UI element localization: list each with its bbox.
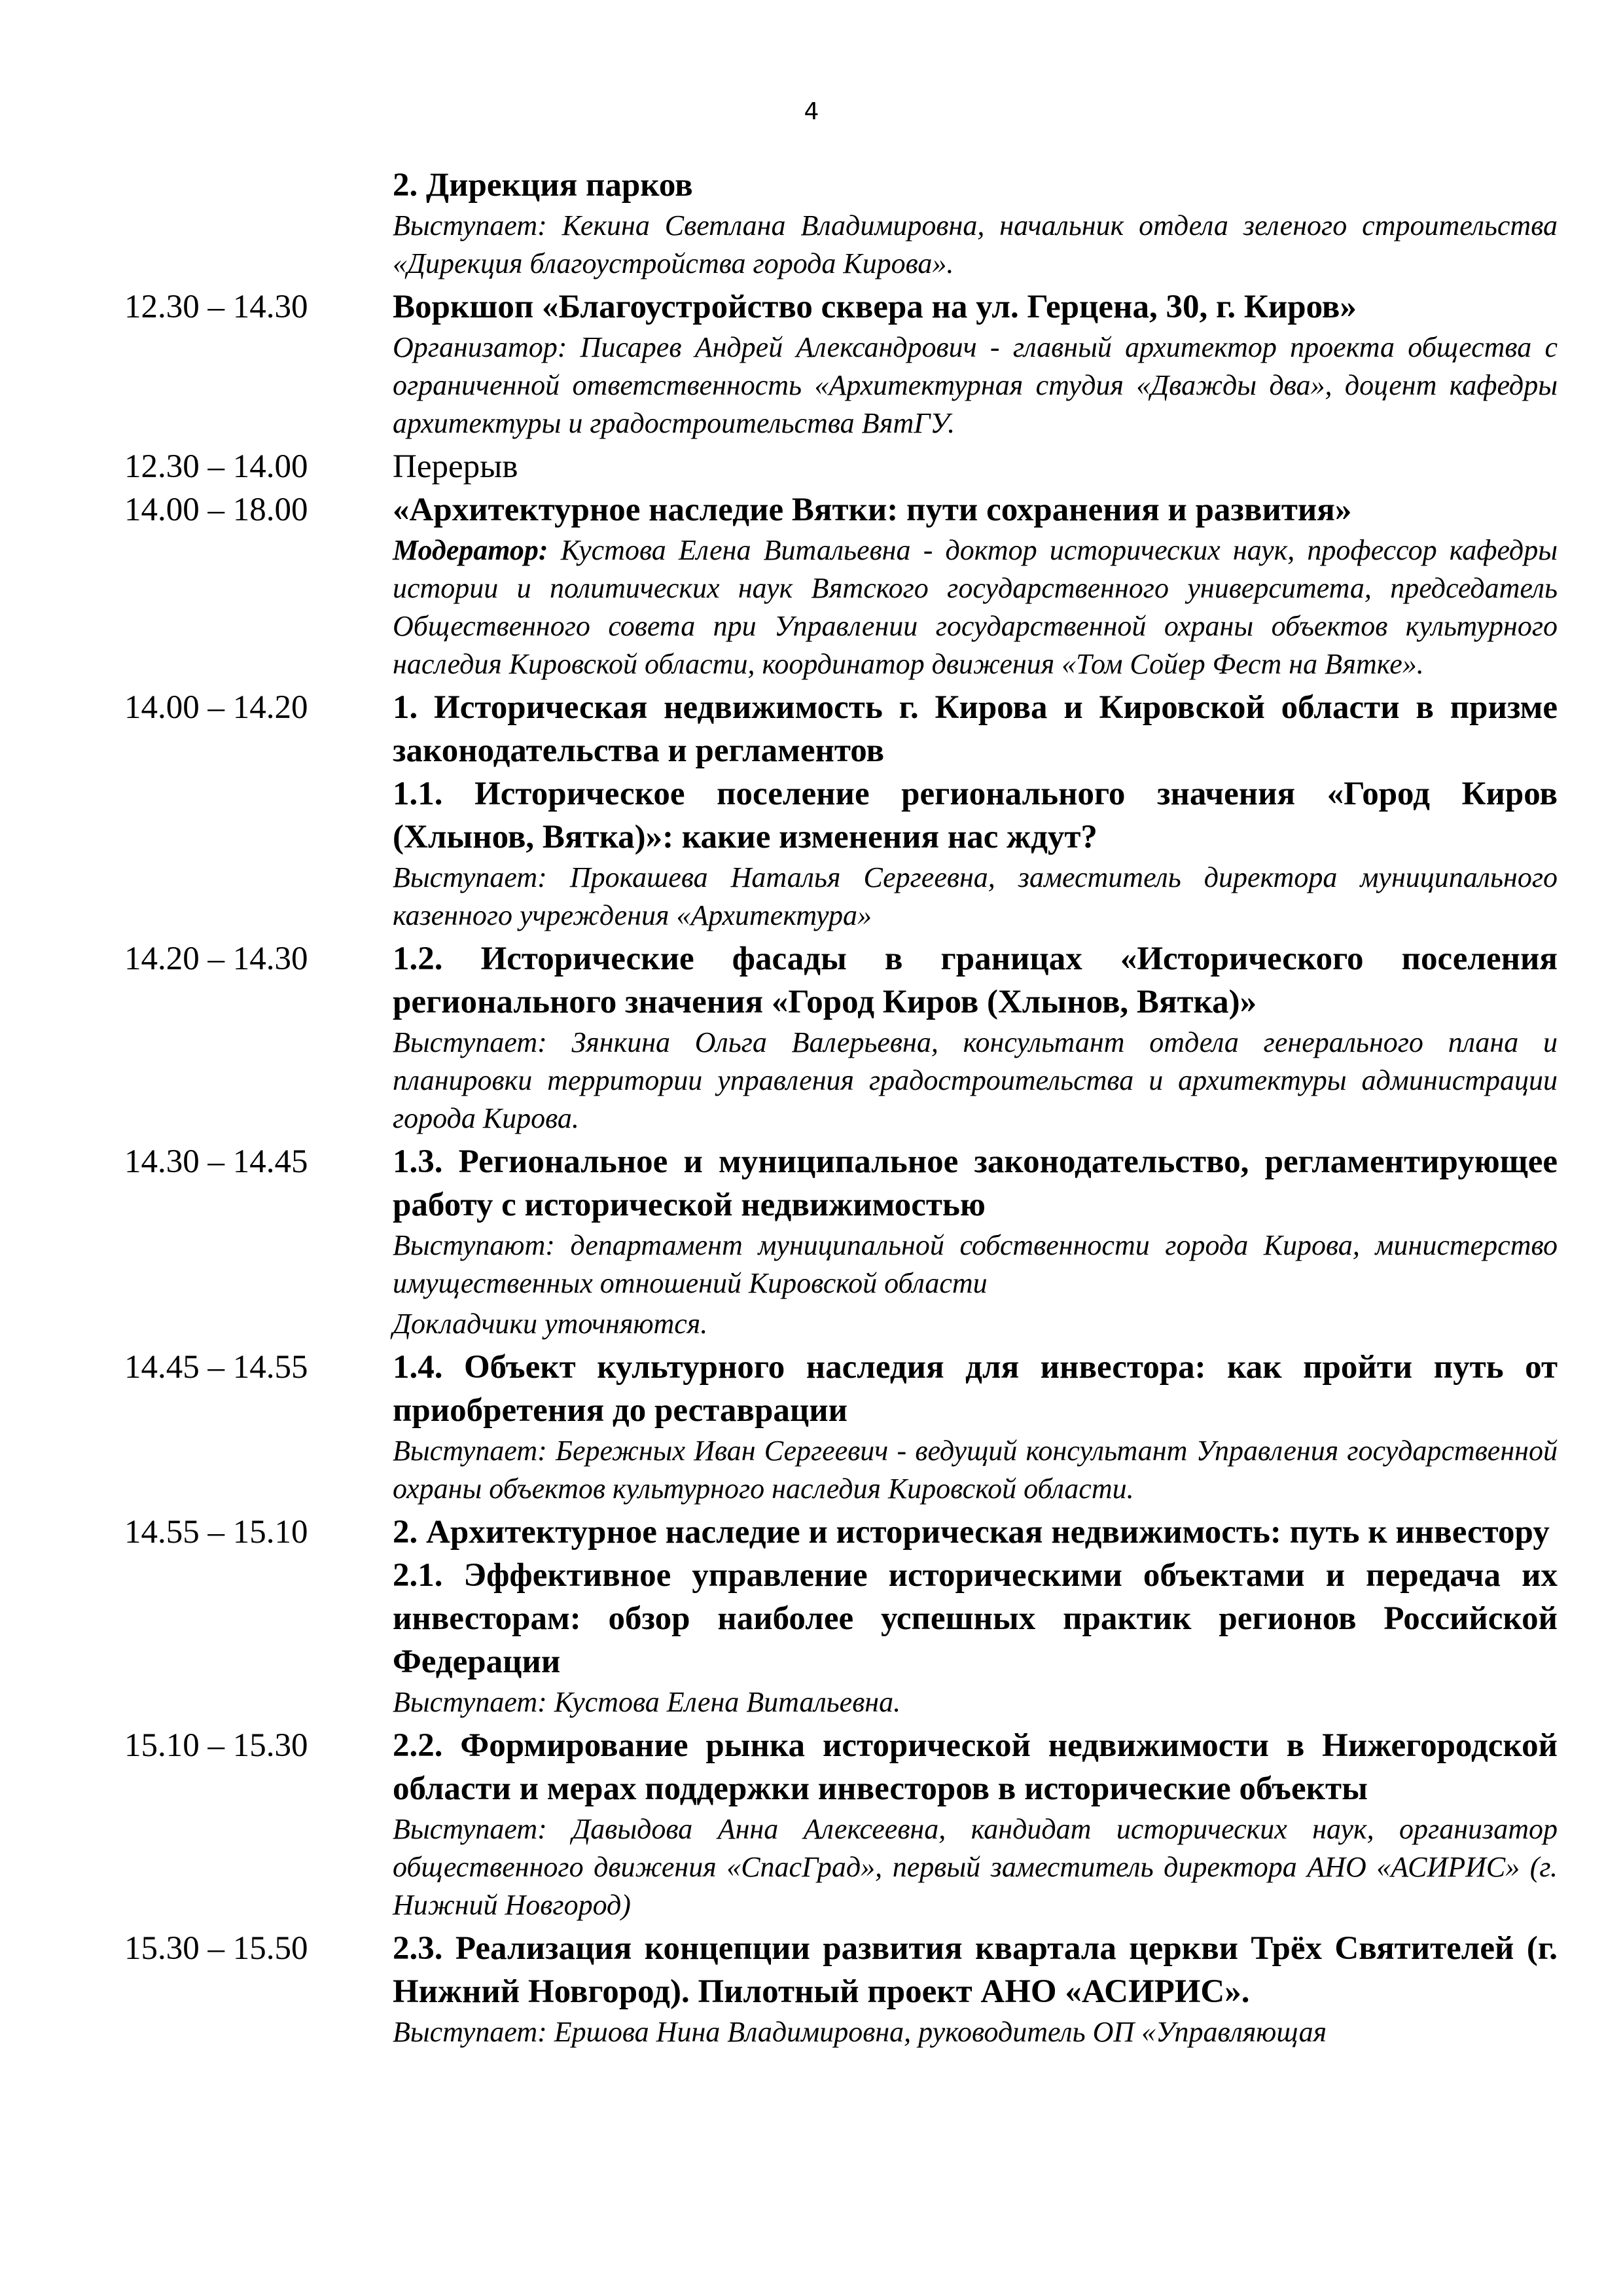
time-slot: 15.30 – 15.50 [124, 1930, 308, 1967]
time-slot [124, 164, 393, 285]
time-slot: 14.30 – 14.45 [124, 1143, 308, 1180]
time-slot: 14.00 – 14.20 [124, 689, 308, 726]
program-item [124, 1511, 1564, 1724]
item-subtitle: 1.1. Историческое поселение регионального значения «Город Киров (Хлынов, Вятка)»: какие изменения нас ждут? [393, 776, 1558, 855]
time-slot: 15.10 – 15.30 [124, 1727, 308, 1764]
program-item [124, 285, 1564, 445]
program-item [124, 164, 1564, 285]
program-item [124, 686, 1564, 937]
item-title: 2. Дирекция парков [393, 167, 693, 204]
time-slot: 14.00 – 18.00 [124, 492, 308, 528]
break-label: Перерыв [393, 448, 518, 485]
item-title: 2. Архитектурное наследие и историческая недвижимость: путь к инвестору [393, 1514, 1550, 1551]
program-item [124, 1140, 1564, 1346]
item-title: 1.4. Объект культурного наследия для инвестора: как пройти путь от приобретения до реставрации [393, 1349, 1558, 1429]
item-title: 2.2. Формирование рынка исторической недвижимости в Нижегородской области и мерах поддержки инвесторов в исторические объекты [393, 1727, 1558, 1807]
speaker-info: Выступает: Прокашева Наталья Сергеевна, заместитель директора муниципального казенного учреждения «Архитектура» [393, 861, 1558, 931]
time-slot: 14.45 – 14.55 [124, 1349, 308, 1386]
item-subtitle: 2.1. Эффективное управление историческими объектами и передача их инвесторам: обзор наиболее успешных практик регионов Российской Федерации [393, 1557, 1558, 1680]
item-title: 1.3. Региональное и муниципальное законодательство, регламентирующее работу с исторической недвижимостью [393, 1143, 1558, 1223]
speaker-info: Выступают: департамент муниципальной собственности города Кирова, министерство имущественных отношений Кировской области [393, 1229, 1558, 1299]
speaker-info: Выступает: Зянкина Ольга Валерьевна, консультант отдела генерального плана и планировки территории управления градостроительства и архитектуры администрации города Кирова. [393, 1026, 1558, 1134]
item-title: 1. Историческая недвижимость г. Кирова и Кировской области в призме законодательства и регламентов [393, 689, 1558, 769]
speaker-info: Выступает: Ершова Нина Владимировна, руководитель ОП «Управляющая [393, 2016, 1327, 2048]
item-title: 2.3. Реализация концепции развития квартала церкви Трёх Святителей (г. Нижний Новгород). Пилотный проект АНО «АСИРИС». [393, 1930, 1558, 2010]
program-item [124, 1724, 1564, 1927]
time-slot: 12.30 – 14.30 [124, 289, 308, 325]
speaker-note: Докладчики уточняются. [393, 1308, 708, 1340]
speaker-info: Выступает: Давыдова Анна Алексеевна, кандидат исторических наук, организатор общественного движения «СпасГрад», первый заместитель директора АНО «АСИРИС» (г. Нижний Новгород) [393, 1813, 1558, 1921]
item-title: Воркшоп «Благоустройство сквера на ул. Герцена, 30, г. Киров» [393, 289, 1357, 325]
speaker-info: Выступает: Бережных Иван Сергеевич - ведущий консультант Управления государственной охраны объектов культурного наследия Кировской области. [393, 1435, 1558, 1505]
time-slot: 12.30 – 14.00 [124, 448, 308, 485]
moderator-text: Кустова Елена Витальевна - доктор исторических наук, профессор кафедры истории и политических наук Вятского государственного университета, председатель Общественного совета при Управлении государственной охраны объектов культурного наследия Кировской области, координатор движения «Том Сойер Фест на Вятке». [393, 534, 1558, 680]
program-item [124, 937, 1564, 1140]
speaker-info: Выступает: Кустова Елена Витальевна. [393, 1686, 901, 1718]
time-slot: 14.55 – 15.10 [124, 1514, 308, 1551]
section-title: «Архитектурное наследие Вятки: пути сохранения и развития» [393, 492, 1352, 528]
program-item [124, 1346, 1564, 1511]
program-item [124, 488, 1564, 686]
moderator-label: Модератор: [393, 534, 548, 566]
program-schedule [124, 164, 1564, 2054]
moderator-info [393, 531, 1558, 686]
time-slot: 14.20 – 14.30 [124, 941, 308, 977]
page-number: 4 [804, 98, 819, 125]
program-item [124, 1927, 1564, 2054]
item-title: 1.2. Исторические фасады в границах «Исторического поселения регионального значения «Город Киров (Хлынов, Вятка)» [393, 941, 1558, 1020]
speaker-info: Выступает: Кекина Светлана Владимировна, начальник отдела зеленого строительства «Дирекция благоустройства города Кирова». [393, 209, 1558, 279]
program-item [124, 445, 1564, 488]
speaker-info: Организатор: Писарев Андрей Александрович - главный архитектор проекта общества с ограниченной ответственность «Архитектурная студия «Дважды два», доцент кафедры архитектуры и градостроительства ВятГУ. [393, 331, 1558, 439]
